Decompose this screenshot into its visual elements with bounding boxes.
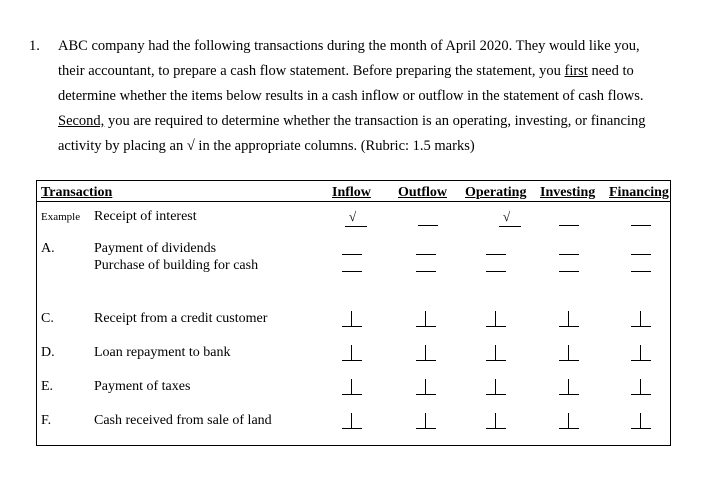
underlined-first: first xyxy=(564,63,588,79)
row-f-label: F. xyxy=(41,413,52,428)
row-c-operating xyxy=(486,311,506,327)
example-financing-blank xyxy=(631,225,651,226)
row-a-desc-1: Payment of dividends xyxy=(94,241,217,256)
question-line-2-text: their accountant, to prepare a cash flow statement. Before preparing the statement, you xyxy=(58,63,565,79)
underlined-second: Second, xyxy=(58,113,105,129)
row-e-desc: Payment of taxes xyxy=(94,379,191,394)
row-d-label: D. xyxy=(41,345,55,360)
question-line-5: activity by placing an √ in the appropriate columns. (Rubric: 1.5 marks) xyxy=(58,138,475,154)
question-line-2 xyxy=(58,59,678,84)
row-c-label: C. xyxy=(41,311,54,326)
question-line-3: determine whether the items below results in a cash inflow or outflow in the statement of cash flows. xyxy=(58,88,644,104)
row-a-financing-2 xyxy=(631,271,651,272)
row-a-financing-1 xyxy=(631,254,651,255)
row-f-desc: Cash received from sale of land xyxy=(94,413,272,428)
row-f-operating xyxy=(486,413,506,429)
header-financing: Financing xyxy=(609,185,669,200)
row-d-desc: Loan repayment to bank xyxy=(94,345,231,360)
row-d-operating xyxy=(486,345,506,361)
row-d-investing xyxy=(559,345,579,361)
header-operating: Operating xyxy=(465,185,527,200)
header-rule xyxy=(37,201,670,202)
row-a-operating-2 xyxy=(486,271,506,272)
transaction-table xyxy=(36,180,671,446)
header-transaction: Transaction xyxy=(41,185,113,200)
row-f-inflow xyxy=(342,413,362,429)
example-outflow-blank xyxy=(418,225,438,226)
row-a-outflow-2 xyxy=(416,271,436,272)
row-d-financing xyxy=(631,345,651,361)
row-c-financing xyxy=(631,311,651,327)
row-e-operating xyxy=(486,379,506,395)
row-f-outflow xyxy=(416,413,436,429)
row-c-investing xyxy=(559,311,579,327)
row-e-outflow xyxy=(416,379,436,395)
row-c-outflow xyxy=(416,311,436,327)
row-a-outflow-1 xyxy=(416,254,436,255)
example-inflow-tick: √ xyxy=(349,209,357,224)
row-a-investing-2 xyxy=(559,271,579,272)
row-c-desc: Receipt from a credit customer xyxy=(94,311,268,326)
question-line-1: ABC company had the following transactions during the month of April 2020. They would like you, xyxy=(58,38,640,54)
example-operating-tick: √ xyxy=(503,209,511,224)
question-number: 1. xyxy=(29,38,40,54)
row-a-label: A. xyxy=(41,241,55,256)
example-label: Example xyxy=(41,211,81,223)
row-d-outflow xyxy=(416,345,436,361)
row-e-financing xyxy=(631,379,651,395)
row-c-inflow xyxy=(342,311,362,327)
row-a-operating-1 xyxy=(486,254,506,255)
row-e-inflow xyxy=(342,379,362,395)
header-inflow: Inflow xyxy=(332,185,371,200)
question-text xyxy=(58,34,678,159)
example-investing-blank xyxy=(559,225,579,226)
row-e-investing xyxy=(559,379,579,395)
header-outflow: Outflow xyxy=(398,185,447,200)
row-a-inflow-1 xyxy=(342,254,362,255)
header-investing: Investing xyxy=(540,185,596,200)
row-e-label: E. xyxy=(41,379,54,394)
example-desc: Receipt of interest xyxy=(94,209,197,224)
question-line-4-text: you are required to determine whether the transaction is an operating, investing, or financing xyxy=(104,113,646,129)
question-line-4 xyxy=(58,109,678,134)
row-a-desc-2: Purchase of building for cash xyxy=(94,258,259,273)
row-a-inflow-2 xyxy=(342,271,362,272)
row-a-investing-1 xyxy=(559,254,579,255)
question-line-2-end: need to xyxy=(587,63,634,79)
row-f-investing xyxy=(559,413,579,429)
row-d-inflow xyxy=(342,345,362,361)
row-f-financing xyxy=(631,413,651,429)
